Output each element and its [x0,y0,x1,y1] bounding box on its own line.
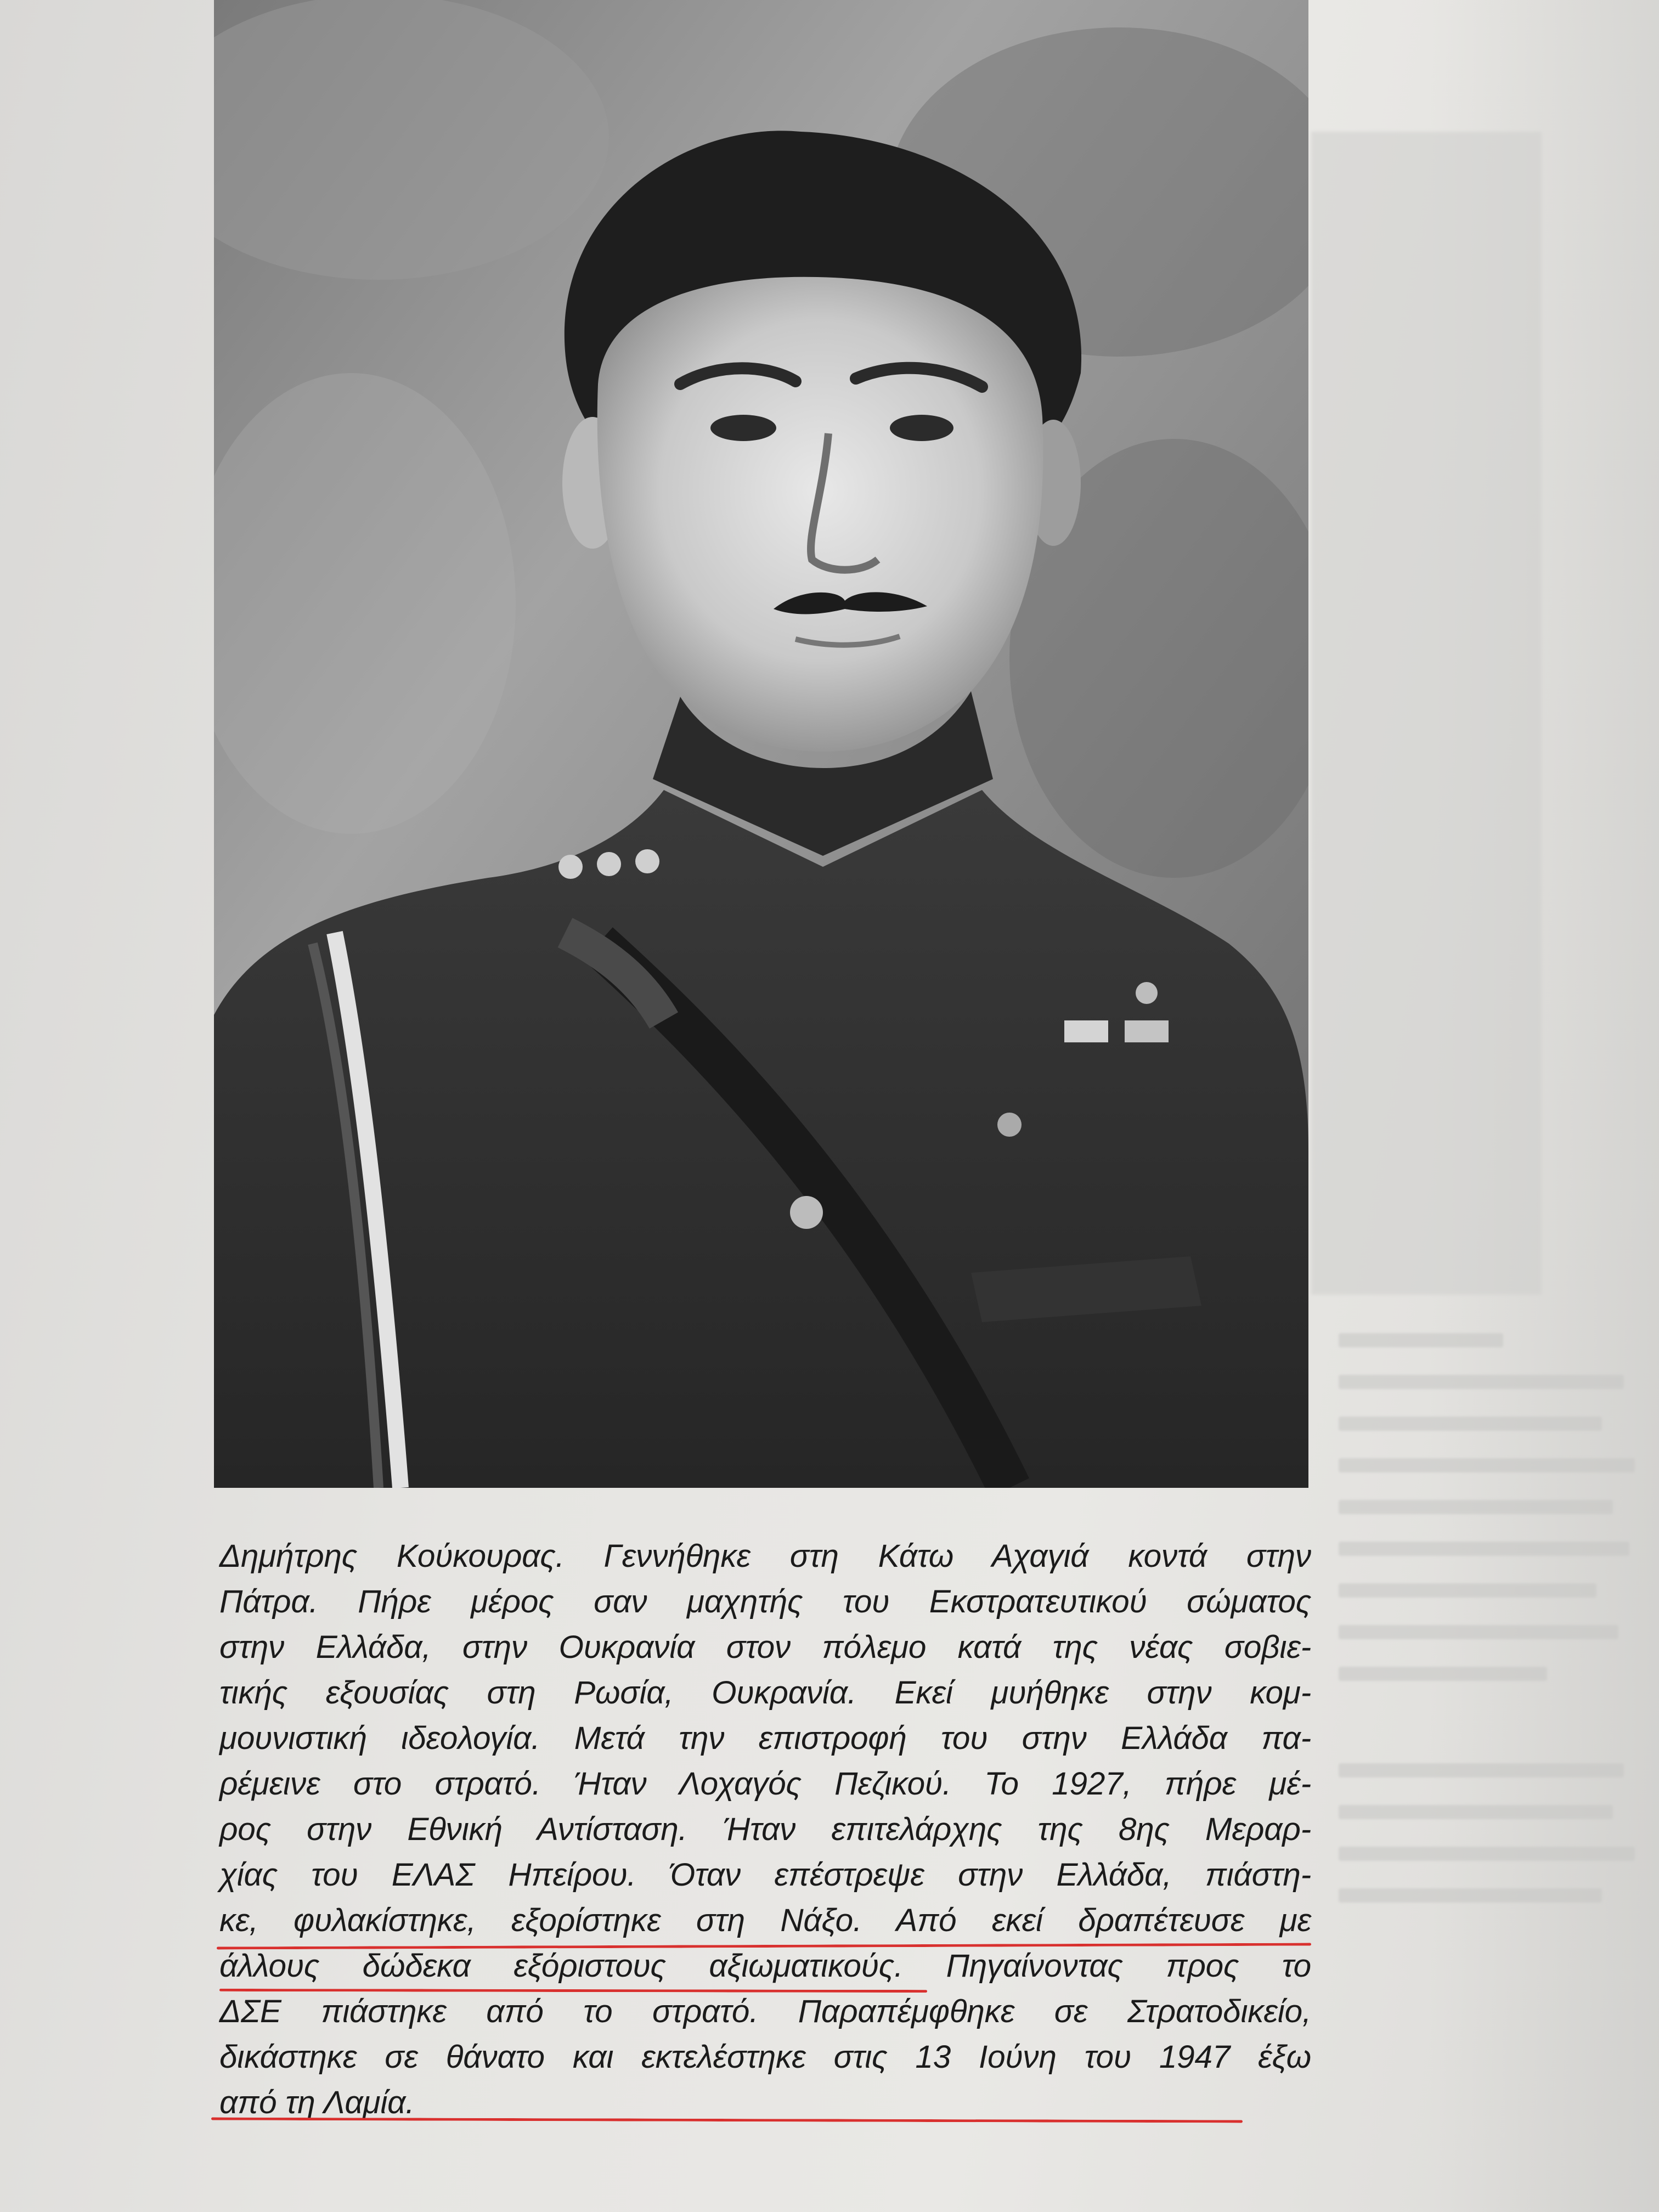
caption-line-4: τικής εξουσίας στη Ρωσία, Ουκρανία. Εκεί μυήθηκε στην κομ- [219,1675,1311,1711]
caption-line-3: στην Ελλάδα, στην Ουκρανία στον πόλεμο κατά της νέας σοβιε- [219,1629,1311,1665]
facing-page-photo-bleed [1311,132,1542,1295]
caption-line-5: μουνιστική ιδεολογία. Μετά την επιστροφή του στην Ελλάδα πα- [219,1720,1311,1756]
photo-caption [219,1533,1311,2125]
facing-page-text-bleed [1339,1333,1646,1930]
caption-line-11: ΔΣΕ πιάστηκε από το στρατό. Παραπέμφθηκε σε Στρατοδικείο, [219,1994,1311,2029]
portrait-photo [214,0,1308,1488]
caption-line-8: χίας του ΕΛΑΣ Ηπείρου. Όταν επέστρεψε στην Ελλάδα, πιάστη- [219,1857,1311,1893]
caption-line-6: ρέμεινε στο στρατό. Ήταν Λοχαγός Πεζικού. Το 1927, πήρε μέ- [219,1766,1311,1802]
portrait-illustration [214,0,1308,1488]
caption-line-10: άλλους δώδεκα εξόριστους αξιωματικούς. Πηγαίνοντας προς το [219,1948,1311,1984]
caption-line-1: Δημήτρης Κούκουρας. Γεννήθηκε στη Κάτω Αχαγιά κοντά στην [219,1538,1311,1574]
caption-line-2: Πάτρα. Πήρε μέρος σαν μαχητής του Εκστρατευτικού σώματος [219,1584,1311,1620]
caption-line-13: από τη Λαμία. [219,2085,415,2120]
caption-line-7: ρος στην Εθνική Αντίσταση. Ήταν επιτελάρχης της 8ης Μεραρ- [219,1812,1311,1847]
caption-line-12: δικάστηκε σε θάνατο και εκτελέστηκε στις 13 Ιούνη του 1947 έξω [219,2039,1311,2075]
caption-line-9: κε, φυλακίστηκε, εξορίστηκε στη Νάξο. Από εκεί δραπέτευσε με [219,1903,1311,1938]
